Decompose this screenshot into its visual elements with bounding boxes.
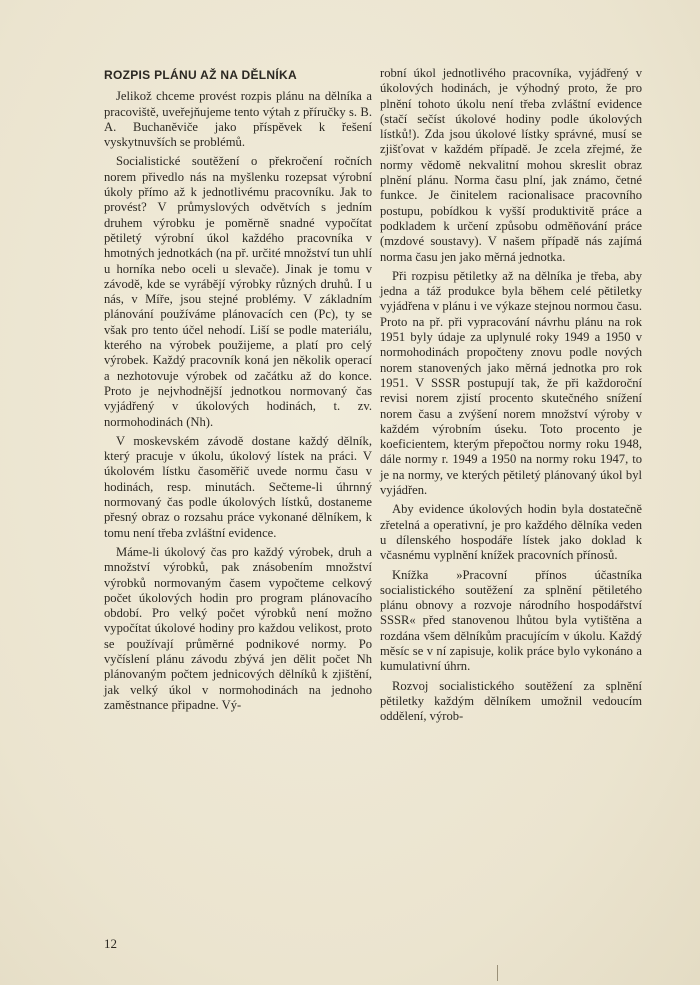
- paragraph: Jelikož chceme provést rozpis plánu na dělníka a pracoviště, uveřejňujeme tento výtah z příručky s. B. A. Buchaněviče jako příspěvek k řešení vyskytnuvších se problémů.: [104, 89, 372, 150]
- paragraph: Při rozpisu pětiletky až na dělníka je třeba, aby jedna a táž produkce byla během celé pětiletky vyjádřena v plánu i ve výkaze stejnou normou času. Proto na př. při vypracování návrhu plánu na rok 1951 byly údaje za uplynulé roky 1949 a 1950 v normohodinách propočteny znovu podle nových norem stanovených jako měrná jednotka pro rok 1951. V SSSR postupují tak, že při každoroční revisi norem zjistí procento skutečného snížení norem času a zvýšení norem množství výroby v každém výrobním úseku. Toto procento je koeficientem, kterým přepočtou normy roku 1948, dále normy r. 1949 a 1950 na normy roku 1947, to je na normy, ve kterých pětiletý plánovaný úkol byl vyjádřen.: [380, 268, 642, 498]
- article-heading: ROZPIS PLÁNU AŽ NA DĚLNÍKA: [104, 68, 297, 82]
- left-column: [104, 66, 372, 713]
- paper-crease: [497, 965, 498, 981]
- paragraph: Máme-li úkolový čas pro každý výrobek, druh a množství výrobků, pak znásobením množství výrobků normovaným časem vypočteme celkový počet úkolových hodin pro program plánovacího období. Pro velký počet výrobků není možno vypočítat úkolové hodiny pro každou velikost, proto se používají průměrné podnikové normy. Po vyčíslení plánu závodu zbývá jen dělit počet Nh plánovaným počtem jednicových dělníků k zjištění, jak velký úkol v normohodinách na jednoho zaměstnance připadne. Vý-: [104, 544, 372, 712]
- paragraph-continued: robní úkol jednotlivého pracovníka, vyjádřený v úkolových hodinách, je výhodný proto, že pro plnění tohoto úkolu není třeba zvláštní evidence (stačí sečíst úkolové hodiny podle úkolových lístků!). Zda jsou úkolové lístky správné, musí se zjišťovat v každém případě. Je zcela zřejmé, že normy vědomě nekvalitní mohou skreslit obraz plnění plánu. Norma času plní, jak známo, četné funkce. Je činitelem racionalisace pracovního postupu, pobídkou k vyšší produktivitě práce a podkladem k určení způsobu odměňování práce (mzdové soustavy). V našem případě nás zajímá norma času jen jako měrná jednotka.: [380, 66, 642, 264]
- paragraph: Knížka »Pracovní přínos účastníka socialistického soutěžení za splnění pětiletého plánu obnovy a rozvoje národního hospodářství SSSR« před stanovenou lhůtou byla vytištěna a rozdána všem dělníkům pracujícím v úkolu. Každý měsíc se v ní zapisuje, kolik práce bylo vykonáno a kumulativní úhrn.: [380, 567, 642, 674]
- paragraph: V moskevském závodě dostane každý dělník, který pracuje v úkolu, úkolový lístek na práci. V úkolovém lístku časoměřič uvede normu času v hodinách, resp. minutách. Sečteme-li úhrnný normovaný čas podle úkolových lístků, dostaneme přesný obraz o rozsahu práce vykonané dělníkem, k tomu není třeba zvláštní evidence.: [104, 433, 372, 540]
- paragraph: Rozvoj socialistického soutěžení za splnění pětiletky každým dělníkem umožnil vedoucím oddělení, výrob-: [380, 678, 642, 724]
- page-number: 12: [104, 936, 117, 951]
- paragraph: Aby evidence úkolových hodin byla dostatečně zřetelná a operativní, je pro každého dělníka veden u dílenského hospodáře lístek jako doklad k včasnému vyplnění knížek pracovních přínosů.: [380, 502, 642, 563]
- right-column: [380, 66, 642, 724]
- paragraph: Socialistické soutěžení o překročení ročních norem přivedlo nás na myšlenku rozepsat výrobní úkoly přímo až k jednotlivému pracovníku. Jak to provést? V průmyslových odvětvích s jedním druhem výrobku je poměrně snadné vypočítat pětiletý výrobní úkol každého pracovníka v hmotných jednotkách (na př. určité množství tun uhlí u horníka nebo oceli u slevače). Jinak je tomu v závodě, kde se vyrábějí výrobky různých druhů. I u nás, v Míře, jsou stejné problémy. V základním plánování používáme plánovacích cen (Pc), ty se však pro tento účel nehodí. Liší se podle materiálu, kterého na výrobek použijeme, a platí pro celý výrobek. Každý pracovník koná jen několik operací a nezhotovuje výrobek od začátku až do konce. Proto je nejvhodnější jednotkou normovaný čas vyjádřený v úkolových hodinách, t. zv. normohodinách (Nh).: [104, 154, 372, 429]
